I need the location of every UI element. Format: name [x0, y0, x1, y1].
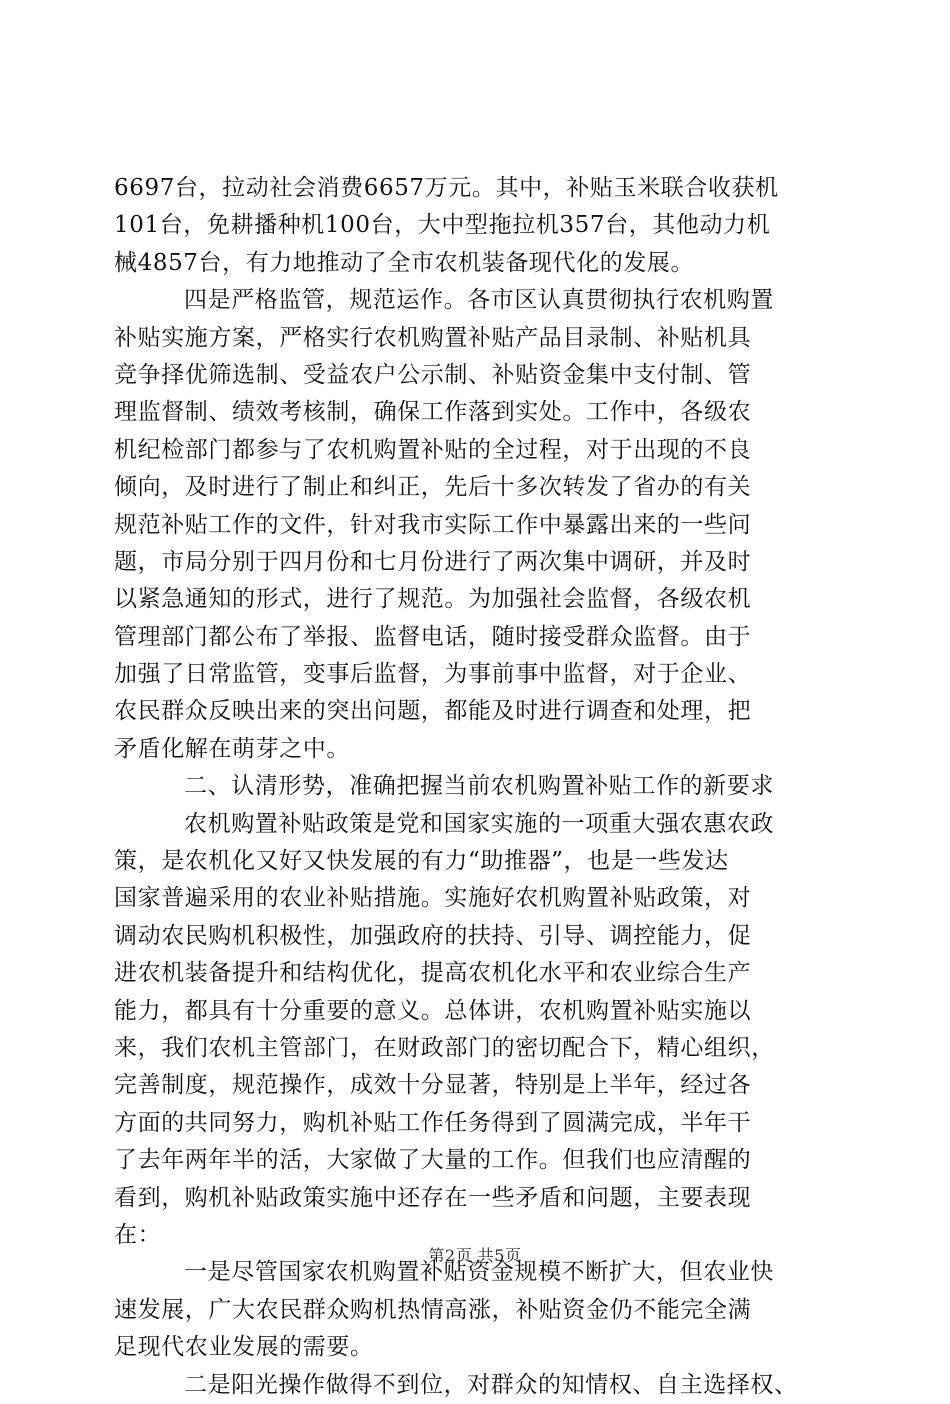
text-line: 管理部门都公布了举报、监督电话，随时接受群众监督。由于 — [114, 623, 752, 650]
text-line: 矛盾化解在萌芽之中。 — [114, 735, 350, 762]
text-line: 理监督制、绩效考核制，确保工作落到实处。工作中，各级农 — [114, 399, 752, 426]
text-line: 规范补贴工作的文件，针对我市实际工作中暴露出来的一些问 — [114, 511, 752, 538]
text-line: 策，是农机化又好又快发展的有力“助推器”，也是一些发达 — [114, 848, 729, 875]
document-body — [114, 170, 839, 1404]
text-line: 题，市局分别于四月份和七月份进行了两次集中调研，并及时 — [114, 548, 752, 575]
text-line: 了去年两年半的活，大家做了大量的工作。但我们也应清醒的 — [114, 1147, 752, 1174]
text-line: 看到，购机补贴政策实施中还存在一些矛盾和问题，主要表现 — [114, 1184, 752, 1211]
text-line: 速发展，广大农民群众购机热情高涨，补贴资金仍不能完全满 — [114, 1296, 752, 1323]
text-line: 倾向，及时进行了制止和纠正，先后十多次转发了省办的有关 — [114, 474, 752, 501]
text-line: 二、认清形势，准确把握当前农机购置补贴工作的新要求 — [184, 773, 774, 800]
text-line: 一是尽管国家农机购置补贴资金规模不断扩大，但农业快 — [184, 1259, 774, 1286]
text-line: 四是严格监管，规范运作。各市区认真贯彻执行农机购置 — [184, 287, 774, 314]
text-line: 足现代农业发展的需要。 — [114, 1334, 374, 1361]
text-line: 农民群众反映出来的突出问题，都能及时进行调查和处理，把 — [114, 698, 752, 725]
text-line: 补贴实施方案，严格实行农机购置补贴产品目录制、补贴机具 — [114, 324, 752, 351]
text-line: 加强了日常监管，变事后监督，为事前事中监督，对于企业、 — [114, 661, 752, 688]
text-line: 101台，免耕播种机100台，大中型拖拉机357台，其他动力机 — [114, 212, 771, 239]
text-line: 调动农民购机积极性，加强政府的扶持、引导、调控能力，促 — [114, 922, 752, 949]
text-line: 能力，都具有十分重要的意义。总体讲，农机购置补贴实施以 — [114, 997, 752, 1024]
text-line: 二是阳光操作做得不到位，对群众的知情权、自主选择权、 — [184, 1371, 798, 1398]
page-number-footer: 第2页 共5页 — [428, 1246, 522, 1265]
text-line: 完善制度，规范操作，成效十分显著，特别是上半年，经过各 — [114, 1072, 752, 1099]
text-line: 机纪检部门都参与了农机购置补贴的全过程，对于出现的不良 — [114, 436, 752, 463]
text-line: 在： — [114, 1221, 162, 1248]
text-line: 国家普遍采用的农业补贴措施。实施好农机购置补贴政策，对 — [114, 885, 752, 912]
text-line: 竞争择优筛选制、受益农户公示制、补贴资金集中支付制、管 — [114, 361, 752, 388]
text-line: 以紧急通知的形式，进行了规范。为加强社会监督，各级农机 — [114, 586, 752, 613]
text-line: 进农机装备提升和结构优化，提高农机化水平和农业综合生产 — [114, 960, 752, 987]
text-line: 农机购置补贴政策是党和国家实施的一项重大强农惠农政 — [184, 810, 774, 837]
text-line: 6697台，拉动社会消费6657万元。其中，补贴玉米联合收获机 — [114, 175, 779, 201]
text-line: 来，我们农机主管部门，在财政部门的密切配合下，精心组织， — [114, 1034, 775, 1061]
text-line: 方面的共同努力，购机补贴工作任务得到了圆满完成，半年干 — [114, 1109, 752, 1136]
text-line: 械4857台，有力地推动了全市农机装备现代化的发展。 — [114, 249, 695, 276]
